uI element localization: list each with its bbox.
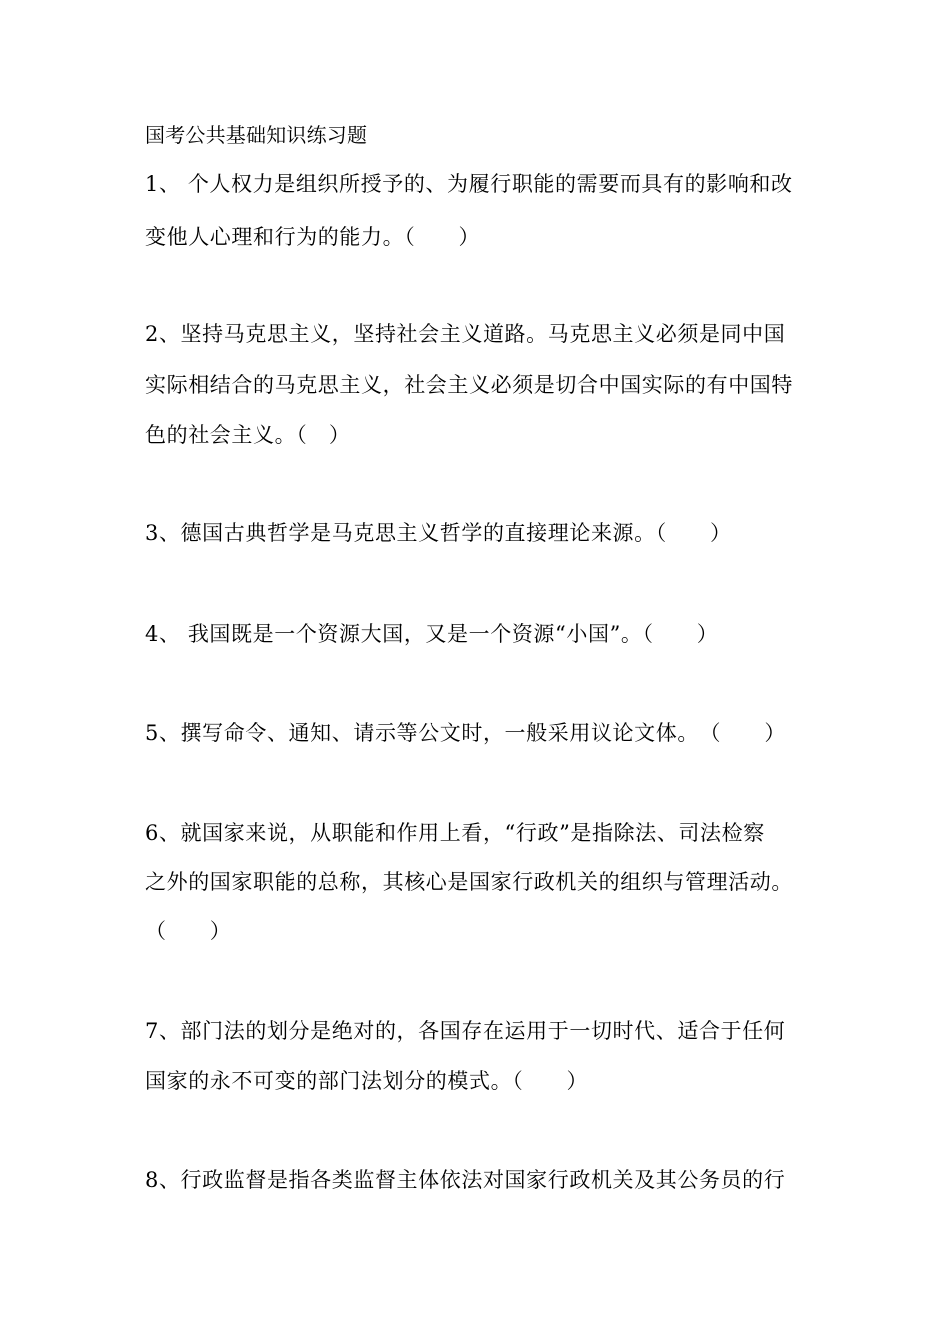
- question-2-line-2: 实际相结合的马克思主义，社会主义必须是切合中国实际的有中国特: [145, 373, 793, 397]
- question-2-line-1: 2、坚持马克思主义，坚持社会主义道路。马克思主义必须是同中国: [145, 322, 786, 346]
- question-6-line-3: （ ）: [145, 919, 232, 943]
- question-2-line-3: 色的社会主义。（ ）: [145, 423, 351, 447]
- question-8-line-1: 8、行政监督是指各类监督主体依法对国家行政机关及其公务员的行: [145, 1168, 786, 1192]
- question-4-line-1: 4、 我国既是一个资源大国，又是一个资源“小国”。（ ）: [145, 622, 719, 646]
- document-title: 国考公共基础知识练习题: [145, 123, 368, 147]
- question-3-line-1: 3、德国古典哲学是马克思主义哲学的直接理论来源。（ ）: [145, 521, 732, 545]
- question-1-line-1: 1、 个人权力是组织所授予的、为履行职能的需要而具有的影响和改: [145, 172, 793, 196]
- question-6-line-2: 之外的国家职能的总称，其核心是国家行政机关的组织与管理活动。: [145, 870, 793, 894]
- question-1-line-2: 变他人心理和行为的能力。（ ）: [145, 225, 481, 249]
- question-6-line-1: 6、就国家来说，从职能和作用上看，“行政”是指除法、司法检察: [145, 821, 765, 845]
- question-7-line-1: 7、部门法的划分是绝对的，各国存在运用于一切时代、适合于任何: [145, 1019, 786, 1043]
- question-5-line-1: 5、撰写命令、通知、请示等公文时，一般采用议论文体。 （ ）: [145, 721, 786, 745]
- question-7-line-2: 国家的永不可变的部门法划分的模式。（ ）: [145, 1069, 589, 1093]
